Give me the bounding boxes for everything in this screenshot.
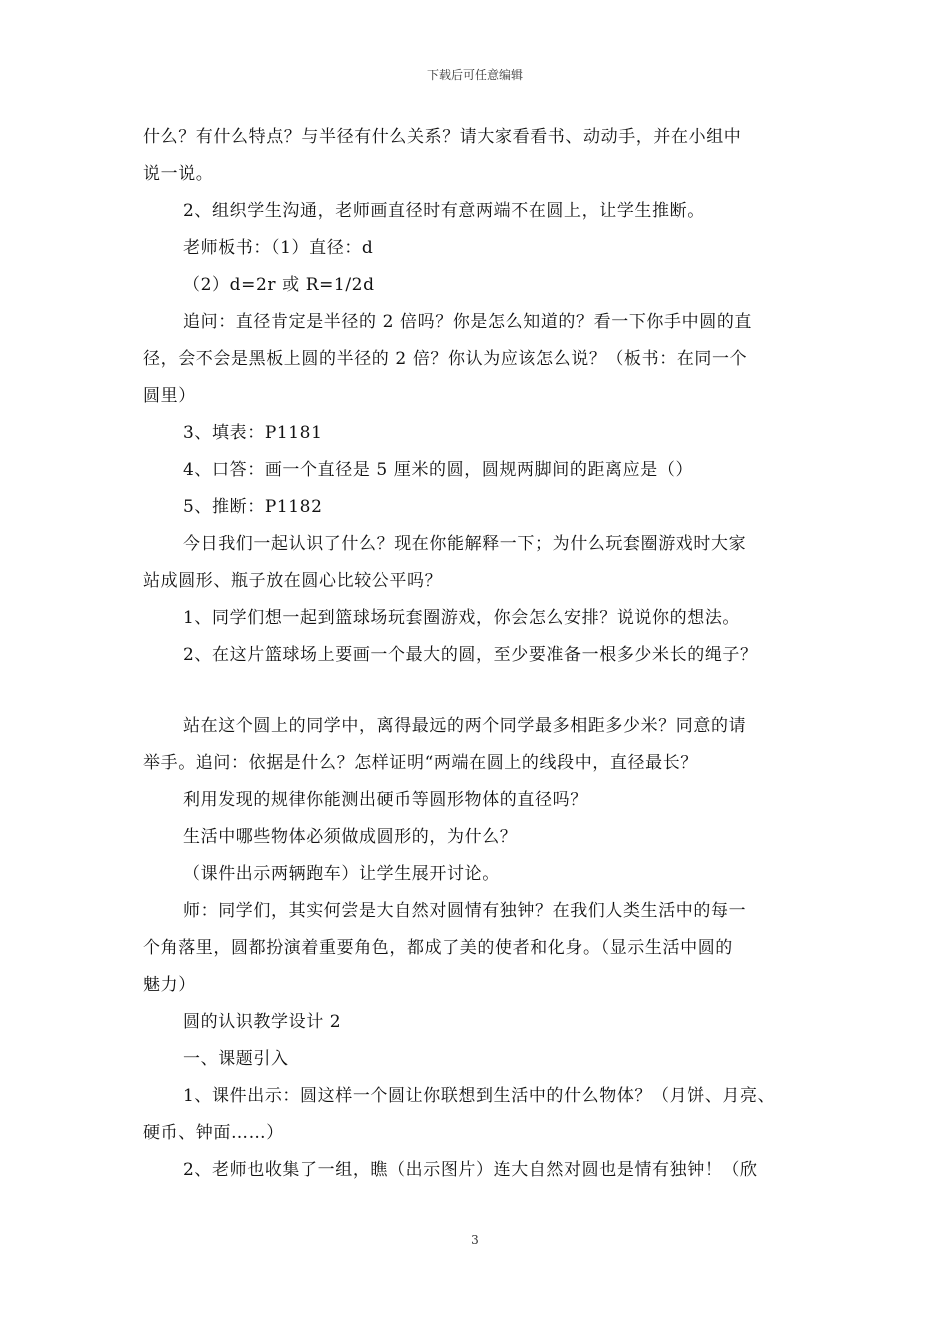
text-line: 利用发现的规律你能测出硬币等圆形物体的直径吗？ xyxy=(183,790,588,810)
paragraph xyxy=(143,527,808,601)
text-line: 3、填表：P1181 xyxy=(183,423,323,443)
text-line: 个角落里，圆都扮演着重要角色，都成了美的使者和化身。（显示生活中圆的 xyxy=(143,938,733,958)
paragraph xyxy=(143,231,808,268)
paragraph xyxy=(143,194,808,231)
text-line: 站成圆形、瓶子放在圆心比较公平吗？ xyxy=(143,571,443,591)
paragraph xyxy=(143,894,808,1005)
section-title: 圆的认识教学设计 2 xyxy=(183,1012,342,1032)
text-line: 站在这个圆上的同学中，离得最远的两个同学最多相距多少米？同意的请 xyxy=(183,716,747,736)
text-line: 4、口答：画一个直径是 5 厘米的圆，圆规两脚间的距离应是（） xyxy=(183,460,694,480)
paragraph xyxy=(143,453,808,490)
text-line: 师：同学们，其实何尝是大自然对圆情有独钟？在我们人类生活中的每一 xyxy=(183,901,747,921)
text-line: 举手。追问：依据是什么？怎样证明“两端在圆上的线段中，直径最长？ xyxy=(143,753,698,773)
paragraph xyxy=(143,416,808,453)
blank-gap xyxy=(143,675,808,709)
paragraph xyxy=(143,857,808,894)
text-line: 什么？有什么特点？与半径有什么关系？请大家看看书、动动手，并在小组中 xyxy=(143,127,742,147)
text-line: 老师板书：（1）直径：d xyxy=(183,238,374,258)
paragraph xyxy=(143,709,808,783)
text-line: 5、推断：P1182 xyxy=(183,497,323,517)
text-line: 追问：直径肯定是半径的 2 倍吗？你是怎么知道的？看一下你手中圆的直 xyxy=(183,312,753,332)
paragraph xyxy=(143,490,808,527)
text-line: 说一说。 xyxy=(143,164,214,184)
text-line: 2、组织学生沟通，老师画直径时有意两端不在圆上，让学生推断。 xyxy=(183,201,705,221)
text-line: （课件出示两辆跑车）让学生展开讨论。 xyxy=(183,864,500,884)
paragraph xyxy=(143,1079,808,1153)
text-line: 1、课件出示：圆这样一个圆让你联想到生活中的什么物体？（月饼、月亮、 xyxy=(183,1086,776,1106)
text-line: 圆里） xyxy=(143,386,196,406)
paragraph xyxy=(143,305,808,416)
paragraph xyxy=(143,783,808,820)
paragraph xyxy=(143,638,808,675)
paragraph xyxy=(143,1042,808,1079)
text-line: 2、老师也收集了一组，瞧（出示图片）连大自然对圆也是情有独钟！（欣 xyxy=(183,1160,758,1180)
text-line: 1、同学们想一起到篮球场玩套圈游戏，你会怎么安排？说说你的想法。 xyxy=(183,608,741,628)
text-line: 径，会不会是黑板上圆的半径的 2 倍？你认为应该怎么说？（板书：在同一个 xyxy=(143,349,748,369)
paragraph xyxy=(143,120,808,194)
paragraph xyxy=(143,268,808,305)
page-number: 3 xyxy=(471,1233,479,1247)
paragraph xyxy=(143,1005,808,1042)
text-line: 魅力） xyxy=(143,975,196,995)
text-line: 2、在这片篮球场上要画一个最大的圆，至少要准备一根多少米长的绳子？ xyxy=(183,645,758,665)
text-line: （2）d=2r 或 R=1/2d xyxy=(183,275,375,295)
text-line: 今日我们一起认识了什么？现在你能解释一下；为什么玩套圈游戏时大家 xyxy=(183,534,747,554)
section-heading: 一、课题引入 xyxy=(183,1049,289,1069)
text-line: 生活中哪些物体必须做成圆形的，为什么？ xyxy=(183,827,518,847)
text-line: 硬币、钟面……） xyxy=(143,1123,284,1143)
paragraph xyxy=(143,820,808,857)
paragraph xyxy=(143,1153,808,1190)
document-body xyxy=(143,120,808,1190)
page-header: 下载后可任意编辑 xyxy=(426,68,523,82)
paragraph xyxy=(143,601,808,638)
